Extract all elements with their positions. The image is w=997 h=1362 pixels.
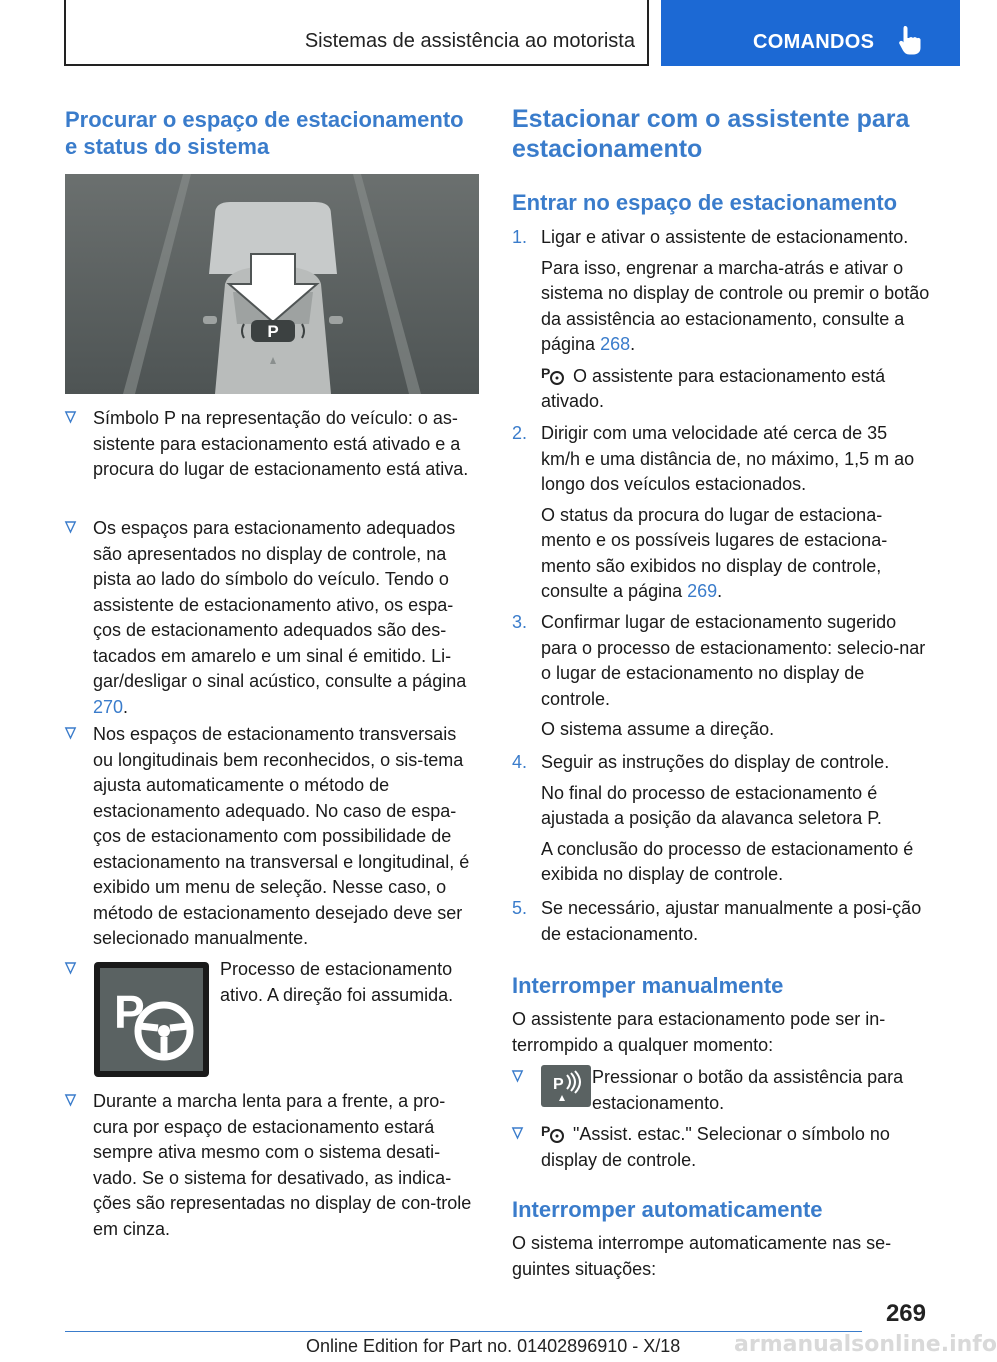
svg-text:P: P	[541, 1123, 551, 1139]
watermark: armanualsonline.info	[734, 1332, 997, 1357]
bullet-triangle-icon	[65, 727, 76, 739]
bullet-triangle-icon	[65, 962, 76, 974]
step-text: Se necessário, ajustar manualmente a posi-ção de estacionamento.	[541, 898, 922, 944]
svg-text:P: P	[541, 364, 551, 381]
parking-display-illustration	[65, 174, 479, 394]
icon-note-text: O assistente para estacionamento está ativado.	[541, 365, 886, 411]
list-item	[65, 1089, 479, 1242]
step-5	[512, 896, 930, 947]
step-1	[512, 225, 930, 415]
bullet-triangle-icon	[65, 521, 76, 533]
subheading-manual	[512, 972, 930, 999]
bullet-triangle-icon	[512, 1070, 523, 1082]
step-extra-part: O status da procura do lugar de estaciona-mento e os possíveis lugares de estaciona-mento são exibidos no display de controle, consulte a página	[541, 504, 888, 601]
header-chapter-tab[interactable]	[661, 0, 960, 66]
subheading-enter	[512, 189, 930, 216]
section-heading-search: Procurar o espaço de estacionamento e status do sistema	[65, 107, 464, 159]
bullet-triangle-icon	[65, 411, 76, 423]
footer-edition: Online Edition for Part no. 01402896910 - X/18	[306, 1336, 681, 1356]
step-3	[512, 610, 930, 743]
bullet-triangle-icon	[512, 1127, 523, 1139]
bullet-text	[93, 516, 479, 720]
parking-assistant-steering-icon	[94, 962, 209, 1077]
step-2	[512, 421, 930, 605]
steering-wheel-p-icon	[100, 968, 203, 1071]
manual-intro	[512, 1007, 930, 1058]
step-number: 1.	[512, 227, 528, 247]
bullet-text: Nos espaços de estacionamento transversais ou longitudinais bem reconhecidos, o sis-tema ajusta automaticamente o método de estacionamento adequado. No caso de espa-ços de estacionamento com possibilidade de estacionamento na transversal e longitudinal, é exibido um menu de seleção. Nesse caso, o método de estacionamento desejado deve ser selecionado manualmente.	[93, 724, 470, 948]
pointing-hand-icon	[897, 24, 923, 56]
step-extra	[541, 256, 930, 358]
list-item	[65, 406, 479, 483]
parking-assistant-icon	[541, 1122, 565, 1144]
icon-p-letter: P	[114, 986, 145, 1038]
step-extra-part: Para isso, engrenar a marcha-atrás e ativar o sistema no display de controle ou premir o botão da assistência ao estacionamento, consulte a página	[541, 257, 930, 354]
parking-button-icon	[541, 1065, 591, 1107]
vehicle-p-symbol: P	[267, 322, 279, 341]
auto-intro	[512, 1231, 930, 1282]
bullet-text: Durante a marcha lenta para a frente, a pro-cura por espaço de estacionamento estará sempre ativa mesmo com o sistema desati-vado. Se o sistema for desativado, as indica-ções são representadas no display de con-trole em cinza.	[93, 1091, 472, 1239]
step-number: 5.	[512, 898, 528, 918]
step-text: Seguir as instruções do display de controle.	[541, 752, 890, 772]
header-chapter-label: COMANDOS	[753, 31, 875, 53]
bullet-text: Pressionar o botão da assistência para estacionamento.	[592, 1067, 904, 1113]
page-link-268[interactable]: 268	[600, 334, 631, 354]
subheading-enter-text: Entrar no espaço de estacionamento	[512, 190, 898, 215]
header-section-title: Sistemas de assistência ao motorista	[304, 30, 635, 52]
manual-intro-text: O assistente para estacionamento pode ser in-terrompido a qualquer momento:	[512, 1009, 886, 1055]
step-extra-part: .	[630, 334, 636, 354]
bullet-text	[541, 1122, 930, 1173]
bullet-text: Símbolo P na representação do veículo: o as-sistente para estacionamento está ativado e a procura do lugar de estacionamento está ativa.	[93, 408, 469, 479]
list-item	[512, 1065, 930, 1116]
step-number: 4.	[512, 752, 528, 772]
page-link-270[interactable]: 270	[93, 696, 124, 717]
list-item	[65, 722, 479, 952]
page-link-269[interactable]: 269	[687, 581, 718, 601]
subheading-manual-text: Interromper manualmente	[512, 973, 784, 998]
list-item	[512, 1122, 930, 1173]
step-number: 3.	[512, 612, 528, 632]
step-text: Confirmar lugar de estacionamento sugerido para o processo de estacionamento: selecio-nar o lugar de estacionamento no display de controle.	[541, 612, 926, 709]
left-column-heading	[65, 106, 479, 160]
step-extra-part: .	[717, 581, 723, 601]
step-icon-note	[541, 364, 930, 415]
step-text: Ligar e ativar o assistente de estacionamento.	[541, 227, 909, 247]
svg-text:P: P	[553, 1076, 564, 1093]
parking-assistant-icon	[541, 364, 565, 386]
subheading-auto	[512, 1196, 930, 1223]
step-extra: No final do processo de estacionamento é ajustada a posição da alavanca seletora P.	[541, 782, 882, 828]
step-extra	[541, 503, 930, 605]
subheading-auto-text: Interromper automaticamente	[512, 1197, 823, 1222]
bullet-text-part: .	[123, 696, 129, 717]
auto-intro-text: O sistema interrompe automaticamente nas se-guintes situações:	[512, 1233, 892, 1279]
list-item	[65, 516, 479, 720]
step-text: Dirigir com uma velocidade até cerca de 35 km/h e uma distância de, no máximo, 1,5 m ao longo dos veículos estacionados.	[541, 423, 915, 494]
bullet-triangle-icon	[65, 1094, 76, 1106]
bullet-text-part: Os espaços para estacionamento adequados são apresentados no display de controle, na pista ao lado do símbolo do veículo. Tendo o assistente de estacionamento ativo, os espa-ços de estacionamento adequados são des-tacados em amarelo e um sinal é emitido. Li-gar/desligar o sinal acústico, consulte a página	[93, 518, 467, 691]
step-number: 2.	[512, 423, 528, 443]
section-heading-parking: Estacionar com o assistente para estacionamento	[512, 105, 910, 163]
bullet-text: Processo de estacionamento ativo. A direção foi assumida.	[220, 959, 454, 1005]
vehicle-display-image	[65, 174, 479, 394]
step-extra: O sistema assume a direção.	[541, 719, 775, 739]
page-number: 269	[885, 1300, 926, 1327]
page-header	[0, 0, 960, 66]
bullet-text-part: "Assist. estac." Selecionar o símbolo no display de controle.	[541, 1124, 890, 1170]
step-4	[512, 750, 930, 888]
step-extra: A conclusão do processo de estacionamento é exibida no display de controle.	[541, 838, 914, 884]
header-section-box	[64, 0, 649, 66]
right-column-heading	[512, 104, 930, 164]
